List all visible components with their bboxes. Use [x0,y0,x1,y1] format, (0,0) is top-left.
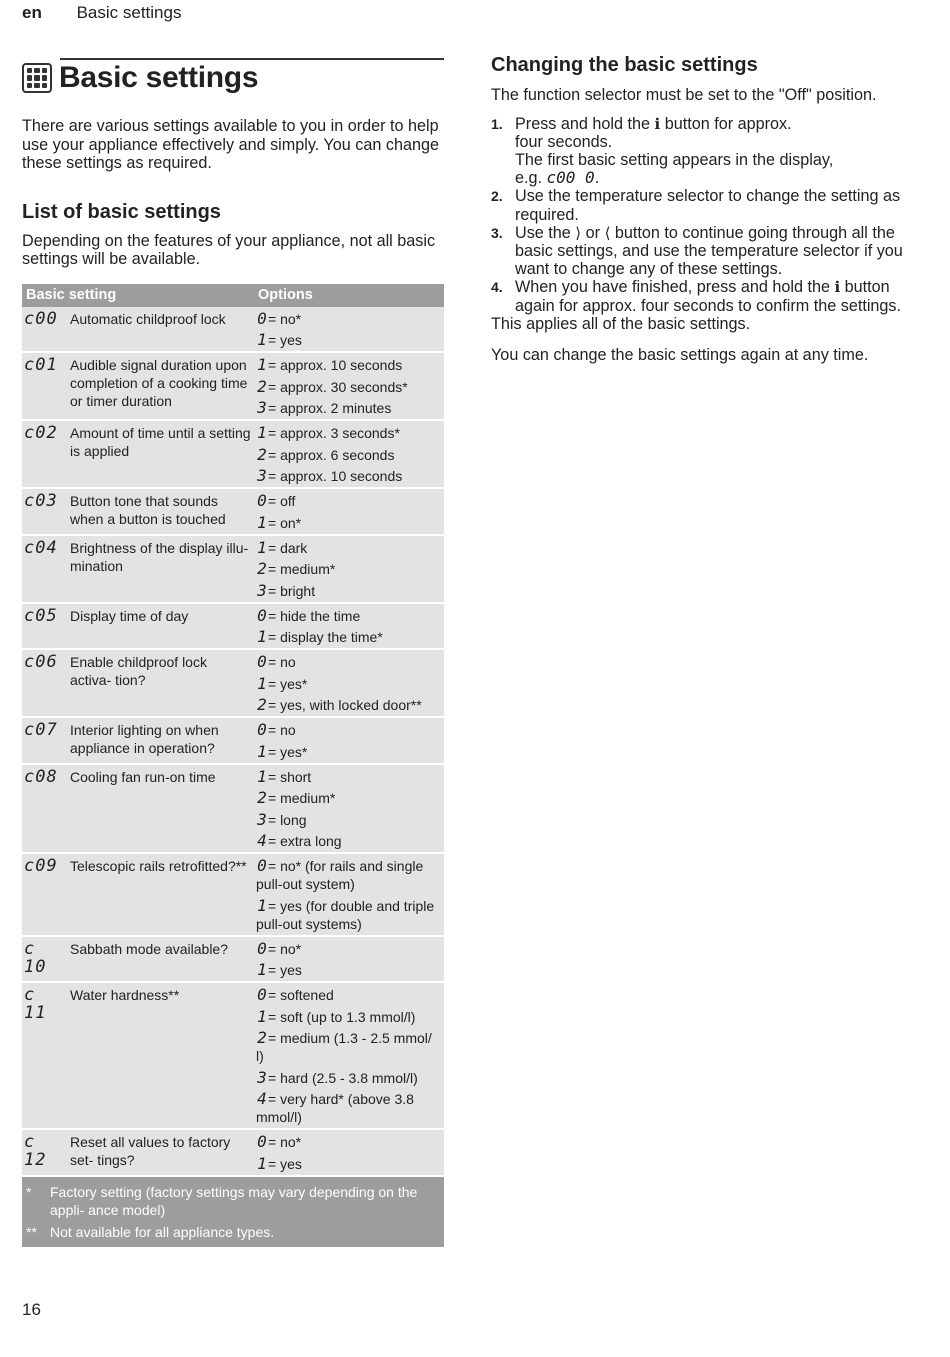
step-item [491,187,921,223]
setting-code: c02 [22,420,68,488]
option-item [256,940,442,958]
option-digit: 2 [257,695,267,714]
option-text: = yes [268,1155,302,1172]
setting-description: Reset all values to factory set- tings? [68,1129,254,1176]
option-digit: 0 [257,938,267,958]
option-digit: 0 [257,308,267,328]
option-item [256,811,442,829]
option-text: = yes, with locked door** [268,697,422,713]
settings-table [22,284,444,1247]
title-rule [60,58,444,60]
setting-description: Cooling fan run-on time [68,764,254,854]
step-number: 1. [491,115,503,132]
setting-options [254,352,444,420]
option-digit: 0 [257,720,267,739]
setting-options [254,535,444,603]
setting-description: Display time of day [68,603,254,650]
setting-description: Interior lighting on when appliance in operation? [68,717,254,764]
option-digit: 3 [257,580,267,600]
option-text: = no [268,654,296,670]
table-header-row [22,284,444,307]
step-number: 3. [491,224,503,241]
col-options: Options [254,284,444,307]
setting-options [254,488,444,535]
option-digit: 1 [257,330,267,349]
option-text: = no [268,722,296,738]
setting-code: c08 [22,764,68,854]
option-item [256,539,442,557]
option-item [256,310,442,328]
setting-code: c01 [22,352,68,420]
option-digit: 1 [257,960,267,979]
setting-code: c07 [22,717,68,764]
setting-code: c05 [22,603,68,650]
option-item [256,961,442,979]
option-digit: 1 [257,766,267,786]
setting-code: c 11 [22,982,68,1129]
setting-code: c04 [22,535,68,603]
footnote [26,1223,440,1241]
option-item [256,607,442,625]
option-text: = softened [268,987,334,1003]
setting-options [254,764,444,854]
option-item [256,356,442,374]
option-item [256,582,442,600]
option-text: = very hard* (above 3.8 mmol/l) [256,1091,414,1125]
option-digit: 1 [257,627,267,646]
option-item [256,399,442,417]
option-text: = medium* [268,561,336,577]
option-item [256,331,442,349]
table-row [22,936,444,983]
setting-description: Button tone that sounds when a button is touched [68,488,254,535]
language-label: en [22,3,42,22]
setting-code: c 12 [22,1129,68,1176]
setting-options [254,853,444,936]
table-row [22,307,444,353]
setting-options [254,717,444,764]
footnote-text: Not available for all appliance types. [50,1223,275,1240]
page-number: 16 [22,1300,41,1319]
option-digit: 3 [257,1067,267,1087]
list-intro: Depending on the features of your appliance, not all basic settings will be available. [22,231,436,268]
option-digit: 2 [257,788,267,807]
option-item [256,832,442,850]
option-text: = on* [268,514,302,531]
step-item [491,278,921,314]
section-label: Basic settings [76,3,182,22]
table-row [22,649,444,717]
setting-options [254,649,444,717]
option-item [256,1133,442,1151]
setting-description: Enable childproof lock activa- tion? [68,649,254,717]
option-digit: 2 [257,376,267,396]
option-text: = dark [268,539,308,556]
option-text: = display the time* [268,629,383,645]
setting-description: Sabbath mode available? [68,936,254,983]
option-item [256,721,442,739]
option-text: = soft (up to 1.3 mmol/l) [268,1008,416,1025]
step-item [491,115,921,188]
option-text: = off [268,493,296,509]
option-digit: 2 [257,1028,267,1047]
option-item [256,560,442,578]
table-row [22,535,444,603]
option-item [256,857,442,893]
option-text: = approx. 10 seconds [268,468,403,484]
info-button-icon: ℹ [654,114,661,133]
setting-options [254,936,444,983]
option-item [256,514,442,532]
step-text: Use the ⟩ or ⟨ button to continue going through all the basic settings, and use the temperature selector if you want to change any of these settings. [515,223,903,279]
option-text: = no* [268,1134,302,1150]
option-digit: 0 [257,1132,267,1151]
step-text: Press and hold the ℹ button for approx. four seconds. The first basic setting appears in the display, e.g. c00 0. [515,114,834,188]
setting-code: c06 [22,649,68,717]
option-text: = no* [268,940,302,957]
table-row [22,982,444,1129]
option-item [256,1029,442,1065]
option-text: = hide the time [268,607,361,624]
option-text: = yes (for double and triple pull-out systems) [256,897,435,932]
option-text: = bright [268,582,316,599]
footnote-mark: * [26,1183,32,1200]
option-text: = yes* [268,675,308,692]
table-row [22,352,444,420]
option-text: = approx. 10 seconds [268,357,403,373]
footnotes [22,1176,444,1247]
table-row [22,420,444,488]
table-row [22,603,444,650]
option-text: = medium* [268,790,336,806]
setting-code: c00 [22,307,68,353]
option-item [256,1155,442,1173]
option-item [256,743,442,761]
setting-description: Telescopic rails retrofitted?** [68,853,254,936]
option-digit: 1 [257,423,267,442]
page-title: Basic settings [59,61,259,94]
option-item [256,378,442,396]
option-digit: 1 [257,741,267,761]
info-button-icon: ℹ [834,278,841,297]
option-text: = approx. 30 seconds* [268,378,408,395]
after-steps-text: This applies all of the basic settings. [491,314,751,333]
page-header [22,3,181,23]
setting-options [254,982,444,1129]
step-number: 4. [491,279,503,296]
step-text: Use the temperature selector to change the setting as required. [515,187,901,224]
option-digit: 0 [257,985,267,1004]
option-digit: 1 [257,1006,267,1026]
col-basic-setting: Basic setting [22,284,254,307]
setting-code: c03 [22,488,68,535]
changing-intro: The function selector must be set to the "Off" position. [491,86,877,104]
option-text: = short [268,768,312,785]
option-digit: 3 [257,466,267,485]
option-digit: 2 [257,559,267,578]
option-item [256,467,442,485]
option-item [256,986,442,1004]
option-item [256,1090,442,1126]
setting-description: Amount of time until a setting is applied [68,420,254,488]
option-item [256,653,442,671]
option-digit: 0 [257,652,267,671]
option-item [256,1069,442,1087]
option-digit: 1 [257,512,267,532]
option-digit: 4 [257,1089,267,1108]
option-item [256,424,442,442]
closing-text: You can change the basic settings again at any time. [491,346,869,365]
option-text: = long [268,811,307,828]
list-heading: List of basic settings [22,200,221,223]
option-text: = approx. 2 minutes [268,400,392,416]
prev-button-icon: ⟨ [604,223,611,242]
table-row [22,853,444,936]
option-text: = approx. 3 seconds* [268,425,400,441]
option-digit: 0 [257,605,267,625]
option-item [256,675,442,693]
option-text: = no* (for rails and single pull-out system) [256,858,424,892]
setting-code: c 10 [22,936,68,983]
option-text: = yes [268,332,302,348]
option-digit: 1 [257,895,267,915]
option-item [256,628,442,646]
option-digit: 0 [257,491,267,510]
option-item [256,1008,442,1026]
left-column [22,58,444,1247]
option-item [256,492,442,510]
option-text: = approx. 6 seconds [268,446,395,463]
footnote-mark: ** [26,1223,37,1240]
setting-options [254,603,444,650]
option-digit: 3 [257,809,267,829]
footnote-text: Factory setting (factory settings may vary depending on the appli- ance model) [50,1183,418,1218]
option-digit: 1 [257,1153,267,1173]
settings-grid-icon [22,63,52,93]
option-digit: 3 [257,398,267,417]
option-text: = no* [268,310,302,327]
setting-options [254,1129,444,1176]
option-item [256,789,442,807]
option-item [256,768,442,786]
step-item [491,224,921,279]
option-digit: 2 [257,444,267,464]
intro-text: There are various settings available to you in order to help use your appliance effectively and simply. You can change these settings as required. [22,117,439,172]
setting-code: c09 [22,853,68,936]
table-row [22,764,444,854]
option-item [256,897,442,933]
setting-description: Audible signal duration upon completion of a cooking time or timer duration [68,352,254,420]
option-digit: 0 [257,856,267,875]
option-digit: 1 [257,537,267,557]
setting-options [254,307,444,353]
table-row [22,488,444,535]
table-row [22,1129,444,1176]
step-number: 2. [491,188,503,205]
setting-description: Brightness of the display illu- mination [68,535,254,603]
steps-list [491,115,921,315]
option-item [256,696,442,714]
option-digit: 1 [257,355,267,374]
step-text: When you have finished, press and hold the ℹ button again for approx. four seconds to confirm the settings. [515,278,902,315]
setting-description: Water hardness** [68,982,254,1129]
table-row [22,717,444,764]
setting-description: Automatic childproof lock [68,307,254,353]
option-text: = extra long [268,833,342,849]
footnote-row [22,1176,444,1247]
option-digit: 1 [257,673,267,693]
option-item [256,446,442,464]
changing-heading: Changing the basic settings [491,54,758,76]
display-code: c00 0 [546,168,595,188]
option-digit: 4 [257,831,267,850]
option-text: = yes [268,962,302,978]
setting-options [254,420,444,488]
option-text: = medium (1.3 - 2.5 mmol/ l) [256,1030,432,1064]
title-row [22,61,444,95]
next-button-icon: ⟩ [575,223,582,242]
option-text: = yes* [268,743,308,760]
footnote [26,1183,440,1219]
right-column [491,54,921,365]
option-text: = hard (2.5 - 3.8 mmol/l) [268,1069,418,1086]
